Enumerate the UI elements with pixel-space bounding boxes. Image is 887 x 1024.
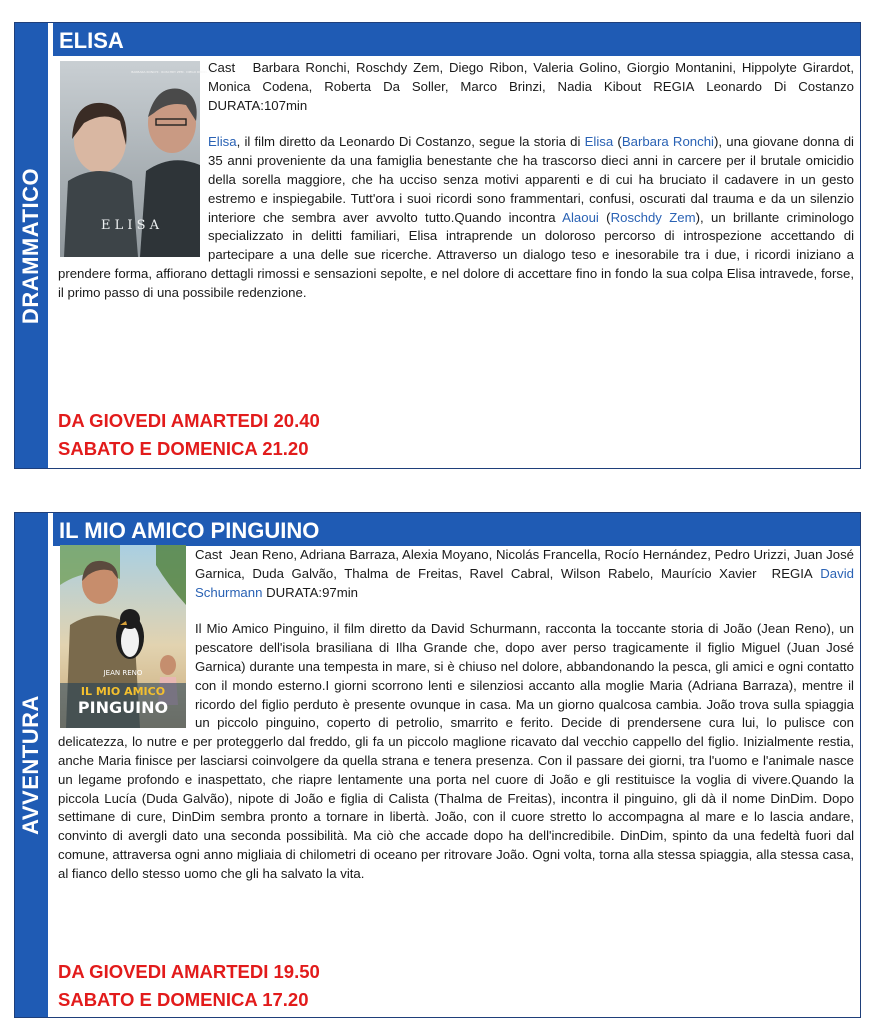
synopsis-link-elisa[interactable]: Elisa — [208, 134, 237, 150]
cast-label: Cast — [208, 60, 236, 75]
duration: 97min — [322, 584, 358, 600]
synopsis-text: ), una giovane donna di 35 anni proveniente da una famiglia benestante che ha trascorso dieci anni in carcere per il brutale omicidio della sorella maggiore, che ha ucciso senza motivi apparenti e di cui ha bruciato il cadavere in un gesto estremo e inspiegabile. Tutt'ora i suoi ricordi sono frammentari, confusi, oscurati dal trauma e da un silenzio interiore che sembra aver avvolto tutto.Quando incontra — [208, 134, 854, 225]
synopsis-text: , il film diretto da Leonardo Di Costanzo, segue la storia di — [236, 134, 585, 150]
synopsis-link-roschdy-zem[interactable]: Roschdy Zem — [610, 209, 696, 225]
director: Leonardo Di Costanzo — [706, 78, 854, 94]
poster-logo-line1: IL MIO AMICO — [80, 685, 166, 698]
film-card-elisa — [14, 22, 861, 469]
schedule-weekend: SABATO E DOMENICA 21.20 — [58, 438, 309, 459]
synopsis-text: ), un brillante criminologo specializzato in delitti familiari, Elisa intraprende un doloroso percorso di introspezione accettando di partecipare a una delle sue ricerche. Attraverso un dialogo teso e inesorabile tra i due, i ricordi iniziano a prendere forma, affiorano dettagli rimossi e sensazioni sepolte, e nel dolore di accettare fino in fondo la sua colpa Elisa intravede, forse, il primo passo di una possibile redenzione. — [58, 209, 854, 300]
cast-label: Cast — [195, 547, 223, 562]
cast-list: Barbara Ronchi, Roschdy Zem, Diego Ribon, Valeria Golino, Giorgio Montanini, Hippolyte Girardot, Monica Codena, Roberta Da Soller, Marco Brinzi, Nadia Kibout — [208, 60, 854, 94]
synopsis-text: Il Mio Amico Pinguino, il film diretto da David Schurmann, racconta la toccante storia di João (Jean Reno), un pescatore dell'isola brasiliana di Ilha Grande che, dopo aver perso tragicamente il figlio Miguel (Juan José Garnica) durante una tempesta in mare, si è chiuso nel dolore, abbandonando la pesca, gli amici e ogni contatto con il mondo esterno.I giorni scorrono lenti e silenziosi accanto alla moglie Maria (Adriana Barraza), mentre il ricordo del figlio perduto è presente ovunque in casa. Ma un giorno qualcosa cambia. João trova sulla spiaggia un piccolo pinguino, coperto di petrolio, smarrito e ferito. Decide di prendersene cura lui, lo pulisce con delicatezza, lo nutre e per proteggerlo dal freddo, gli fa un piccolo maglione ricavato dal vecchio cappello del figlio. Inizialmente restia, anche Maria finisce per lasciarsi coinvolgere da quella strana e tenera presenza. Con il passare dei giorni, tra l'uomo e l'animale nasce un legame profondo e inaspettato, che riapre lentamente una porta nel cuore di João e gli restituisce la voglia di vivere.Quando la piccola Lucía (Duda Galvão), nipote di João e figlia di Calista (Thalma de Freitas), incontra il pinguino, gli dà il nome DinDim. Dopo settimane di cure, DinDim sembra pronto a tornare in libertà. João, con il cuore stretto lo accompagna al mare e lo lascia andare, convinto di avergli dato una seconda possibilità. Ma ciò che accade dopo ha dell'incredibile. DinDim, spinto da una fedeltà fuori dal comune, attraversa ogni anno migliaia di chilometri di oceano per ritrovare João. Ogni volta, torna alla stessa spiaggia, alla stessa casa, al fianco dello stesso uomo che gli ha salvato la vita. — [58, 621, 854, 881]
poster-credits: BARBARA RONCHI · ROSCHDY ZEM · DIEGO RIBON · VALERIA GOLINO — [131, 70, 235, 74]
synopsis-link-elisa-2[interactable]: Elisa — [584, 134, 614, 150]
genre-bar — [15, 23, 48, 468]
schedule — [58, 958, 320, 1014]
synopsis-text: ( — [598, 209, 611, 225]
regia-label: REGIA — [771, 565, 813, 581]
film-details — [58, 546, 854, 884]
synopsis-text: ( — [613, 134, 622, 150]
poster-top-credit: JEAN RENO — [103, 669, 143, 677]
cast-list: Jean Reno, Adriana Barraza, Alexia Moyano, Nicolás Francella, Rocío Hernández, Pedro Urizzi, Juan José Garnica, Duda Galvão, Thalma de Freitas, Ravel Cabral, Wilson Rabelo, Maurício Xavier — [195, 547, 855, 581]
regia-label: REGIA — [653, 78, 695, 94]
film-card-il-mio-amico-pinguino — [14, 512, 861, 1018]
genre-bar — [15, 513, 48, 1017]
film-title: IL MIO AMICO PINGUINO — [53, 513, 860, 546]
durata-label: DURATA: — [266, 584, 323, 600]
film-details — [58, 59, 854, 303]
synopsis-link-barbara-ronchi[interactable]: Barbara Ronchi — [621, 134, 714, 150]
film-title: ELISA — [53, 23, 860, 56]
durata-label: DURATA: — [208, 97, 264, 113]
synopsis-link-alaoui[interactable]: Alaoui — [562, 209, 599, 225]
schedule-weekend: SABATO E DOMENICA 17.20 — [58, 989, 309, 1010]
poster-logo-line2: PINGUINO — [77, 698, 169, 717]
genre-label: DRAMMATICO — [18, 167, 43, 324]
schedule-weekdays: DA GIOVEDI AMARTEDI 19.50 — [58, 961, 320, 982]
schedule — [58, 407, 320, 463]
duration: 107min — [263, 97, 308, 113]
director-link[interactable]: David Schurmann — [195, 565, 854, 600]
schedule-weekdays: DA GIOVEDI AMARTEDI 20.40 — [58, 410, 320, 431]
genre-label: AVVENTURA — [18, 695, 43, 835]
poster-title: E L I S A — [100, 218, 160, 233]
